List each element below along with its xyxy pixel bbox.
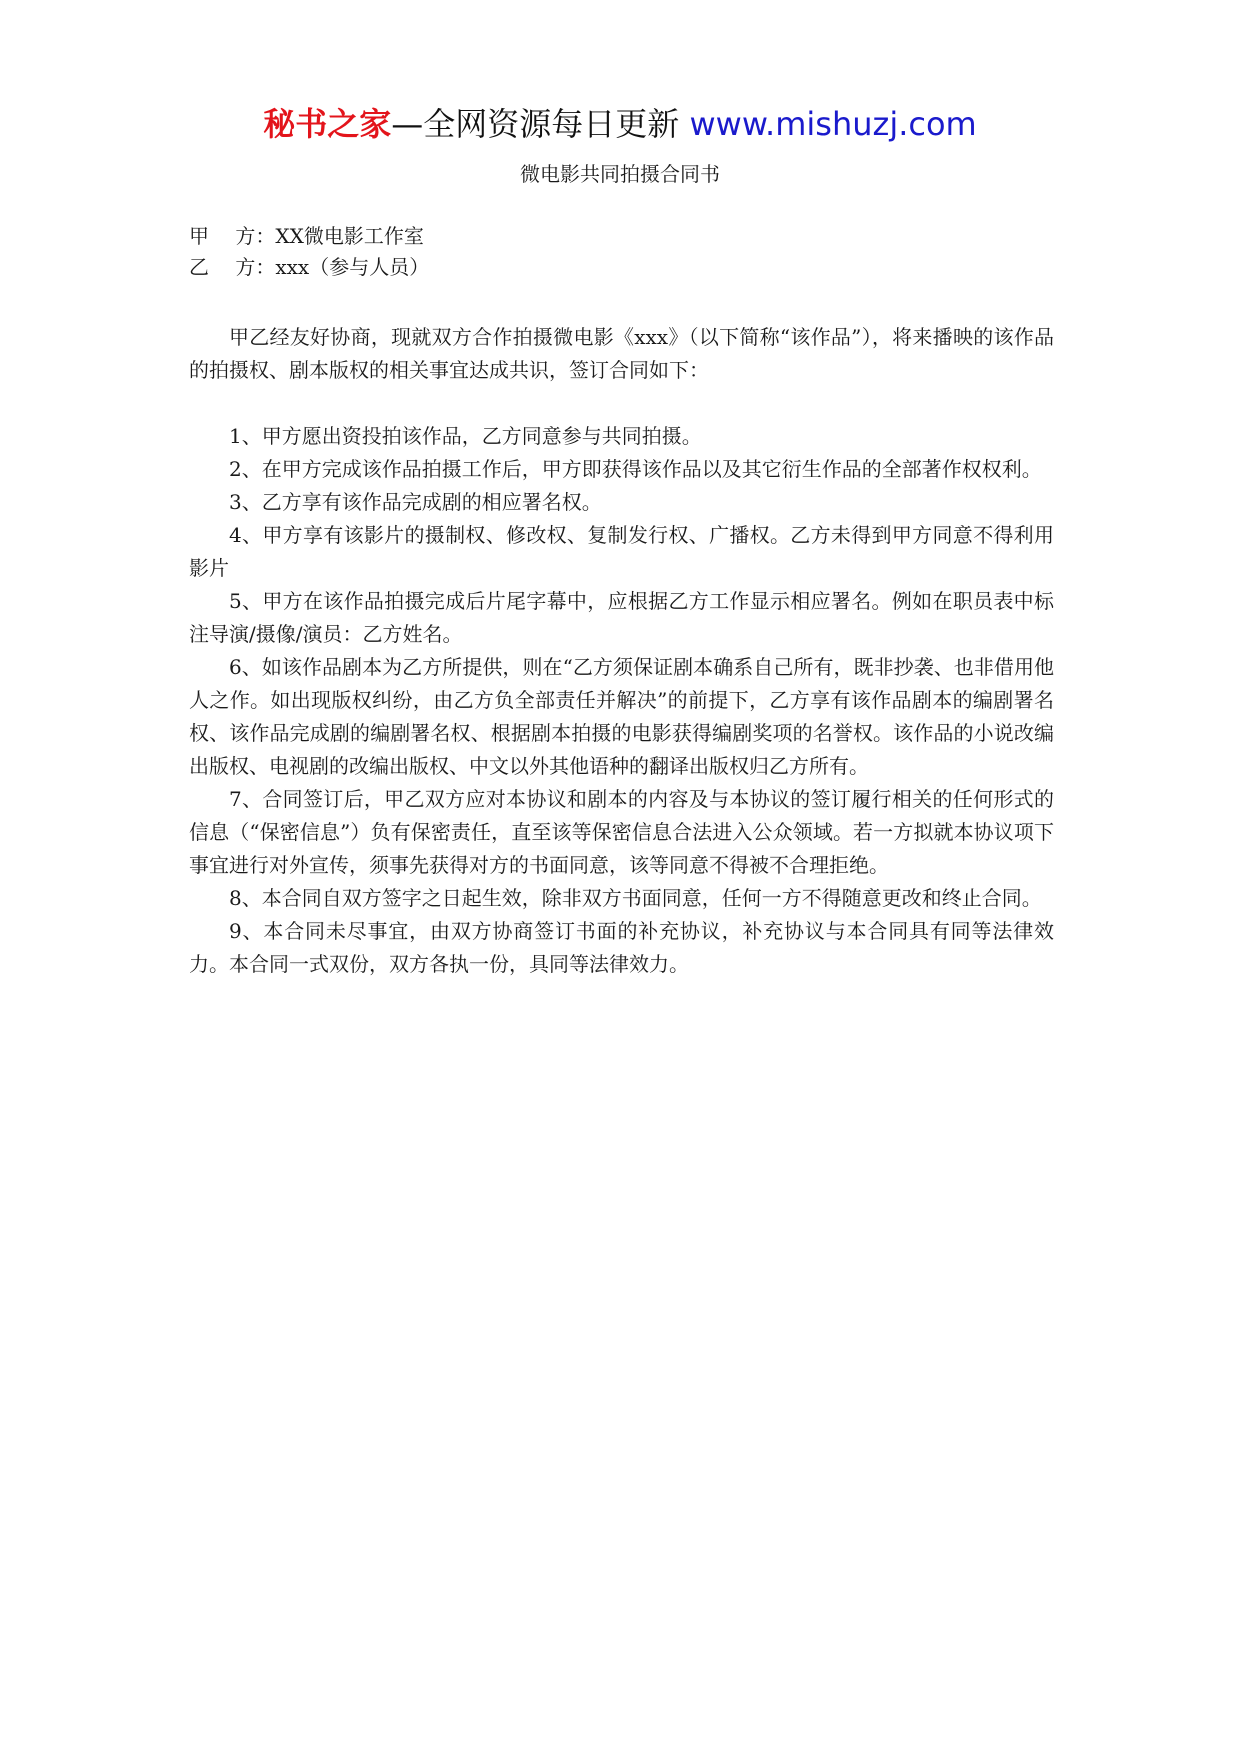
parties-block [189, 221, 1059, 283]
intro-paragraph: 甲乙经友好协商，现就双方合作拍摄微电影《xxx》（以下简称“该作品”），将来播映的该作品的拍摄权、剧本版权的相关事宜达成共识，签订合同如下： [189, 325, 1054, 382]
document-title: 微电影共同拍摄合同书 [520, 162, 720, 186]
clause-6: 6、如该作品剧本为乙方所提供，则在“乙方须保证剧本确系自己所有，既非抄袭、也非借用他人之作。如出现版权纠纷，由乙方负全部责任并解决”的前提下，乙方享有该作品剧本的编剧署名权、该作品完成剧的编剧署名权、根据剧本拍摄的电影获得编剧奖项的名誉权。该作品的小说改编出版权、电视剧的改编出版权、中文以外其他语种的翻译出版权归乙方所有。 [189, 655, 1054, 778]
clause-1: 1、甲方愿出资投拍该作品，乙方同意参与共同拍摄。 [229, 424, 702, 448]
contract-body [189, 321, 1054, 981]
clause-9: 9、本合同未尽事宜，由双方协商签订书面的补充协议，补充协议与本合同具有同等法律效力。本合同一式双份，双方各执一份，具同等法律效力。 [189, 919, 1054, 976]
party-b-line: 乙 方：xxx（参与人员） [189, 255, 430, 279]
clause-3: 3、乙方享有该作品完成剧的相应署名权。 [229, 490, 602, 514]
clause-7: 7、合同签订后，甲乙双方应对本协议和剧本的内容及与本协议的签订履行相关的任何形式的信息（“保密信息”）负有保密责任，直至该等保密信息合法进入公众领域。若一方拟就本协议项下事宜进行对外宣传，须事先获得对方的书面同意，该等同意不得被不合理拒绝。 [189, 787, 1054, 877]
party-a-line: 甲 方：XX微电影工作室 [189, 224, 424, 248]
clause-5: 5、甲方在该作品拍摄完成后片尾字幕中，应根据乙方工作显示相应署名。例如在职员表中标注导演/摄像/演员：乙方姓名。 [189, 589, 1054, 646]
banner-brand: 秘书之家 [263, 105, 392, 143]
clause-2: 2、在甲方完成该作品拍摄工作后，甲方即获得该作品以及其它衍生作品的全部著作权权利。 [229, 457, 1042, 481]
site-banner [0, 104, 1240, 144]
clause-8: 8、本合同自双方签字之日起生效，除非双方书面同意，任何一方不得随意更改和终止合同。 [229, 886, 1042, 910]
clause-4: 4、甲方享有该影片的摄制权、修改权、复制发行权、广播权。乙方未得到甲方同意不得利用影片 [189, 523, 1054, 580]
banner-slogan: —全网资源每日更新 [391, 105, 680, 143]
banner-url-link[interactable]: www.mishuzj.com [689, 105, 977, 143]
